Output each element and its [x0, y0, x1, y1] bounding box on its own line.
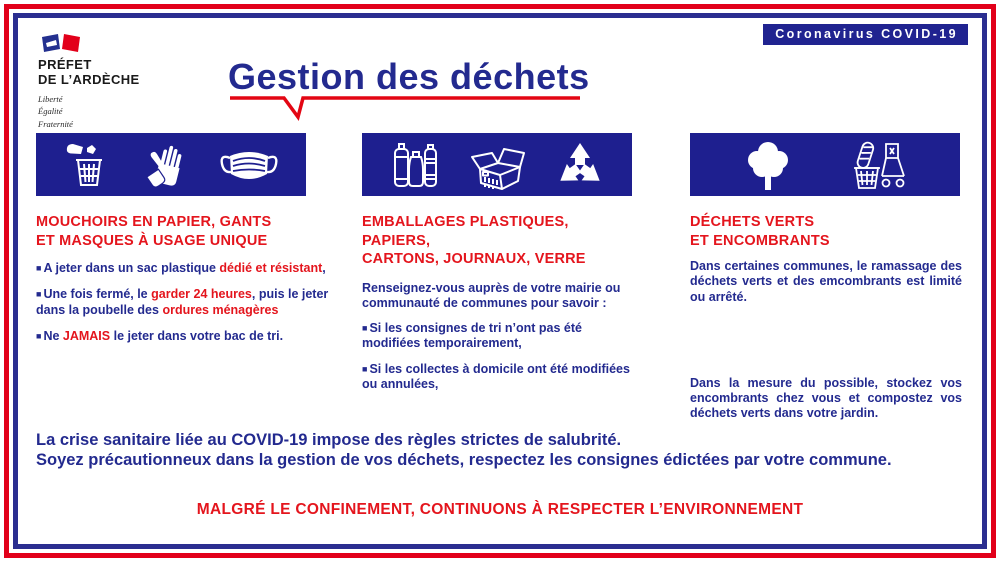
list-item: ■ Ne JAMAIS le jeter dans votre bac de tri. — [36, 328, 284, 343]
cardboard-box-icon — [468, 139, 528, 191]
covid-badge: Coronavirus COVID-19 — [763, 24, 968, 45]
square-bullet: ■ — [36, 263, 42, 274]
column2-heading: EMBALLAGES PLASTIQUES, PAPIERS, CARTONS, JOURNAUX, VERRE — [362, 214, 586, 268]
french-flag-icon — [40, 34, 82, 54]
square-bullet: ■ — [36, 289, 42, 300]
recycling-symbol-icon — [554, 139, 606, 191]
column1-icon-banner — [36, 133, 306, 196]
footer-line1: La crise sanitaire liée au COVID-19 impose des règles strictes de salubrité. — [36, 431, 622, 449]
footer-line2: Soyez précautionneux dans la gestion de vos déchets, respectez les consignes édictées par votre commune. — [36, 451, 892, 470]
square-bullet: ■ — [362, 323, 368, 334]
tree-icon — [740, 138, 796, 192]
column3-icon-banner — [690, 133, 960, 196]
list-item: ■ Une fois fermé, le garder 24 heures, puis le jeter dans la poubelle des ordures ménagères — [36, 287, 329, 317]
page-title: Gestion des déchets — [228, 56, 590, 97]
column2-icon-banner — [362, 133, 632, 196]
column-tissues-gloves-masks — [36, 133, 329, 344]
column3-heading: DÉCHETS VERTS ET ENCOMBRANTS — [690, 214, 830, 249]
list-item: ■ Si les collectes à domicile ont été modifiées ou annulées, — [362, 361, 630, 391]
list-item: ■ Si les consignes de tri n’ont pas été modifiées temporairement, — [362, 321, 582, 351]
title-underline-pointer — [228, 95, 584, 121]
face-mask-icon — [218, 142, 280, 188]
logo-line1: PRÉFET — [38, 57, 92, 72]
prefecture-logo — [38, 34, 140, 130]
column3-paragraph-2: Dans la mesure du possible, stockez vos encombrants chez vous et compostez vos déchets verts dans votre jardin. — [690, 375, 962, 421]
glove-icon — [140, 139, 192, 191]
logo-line2: DE L’ARDÈCHE — [38, 71, 140, 87]
logo-motto: Liberté Égalité Fraternité — [38, 93, 73, 129]
column-recyclable-packaging — [362, 133, 632, 392]
plastic-bottles-icon — [388, 139, 442, 191]
square-bullet: ■ — [36, 330, 42, 341]
column-green-and-bulky-waste — [690, 133, 960, 422]
column3-paragraph-1: Dans certaines communes, le ramassage des déchets verts et des emcombrants est limité ou arrêté. — [690, 259, 962, 304]
environment-tagline: MALGRÉ LE CONFINEMENT, CONTINUONS À RESPECTER L’ENVIRONNEMENT — [196, 501, 804, 518]
hand-throwing-tissue-in-bin-icon — [62, 139, 114, 191]
bulky-waste-icon — [846, 138, 910, 192]
column2-intro: Renseignez-vous auprès de votre mairie ou communauté de communes pour savoir : — [362, 280, 621, 310]
square-bullet: ■ — [362, 363, 368, 374]
column1-heading: MOUCHOIRS EN PAPIER, GANTS ET MASQUES À USAGE UNIQUE — [36, 214, 272, 249]
footer-message — [36, 430, 971, 471]
list-item: ■ A jeter dans un sac plastique dédié et résistant, — [36, 261, 326, 276]
